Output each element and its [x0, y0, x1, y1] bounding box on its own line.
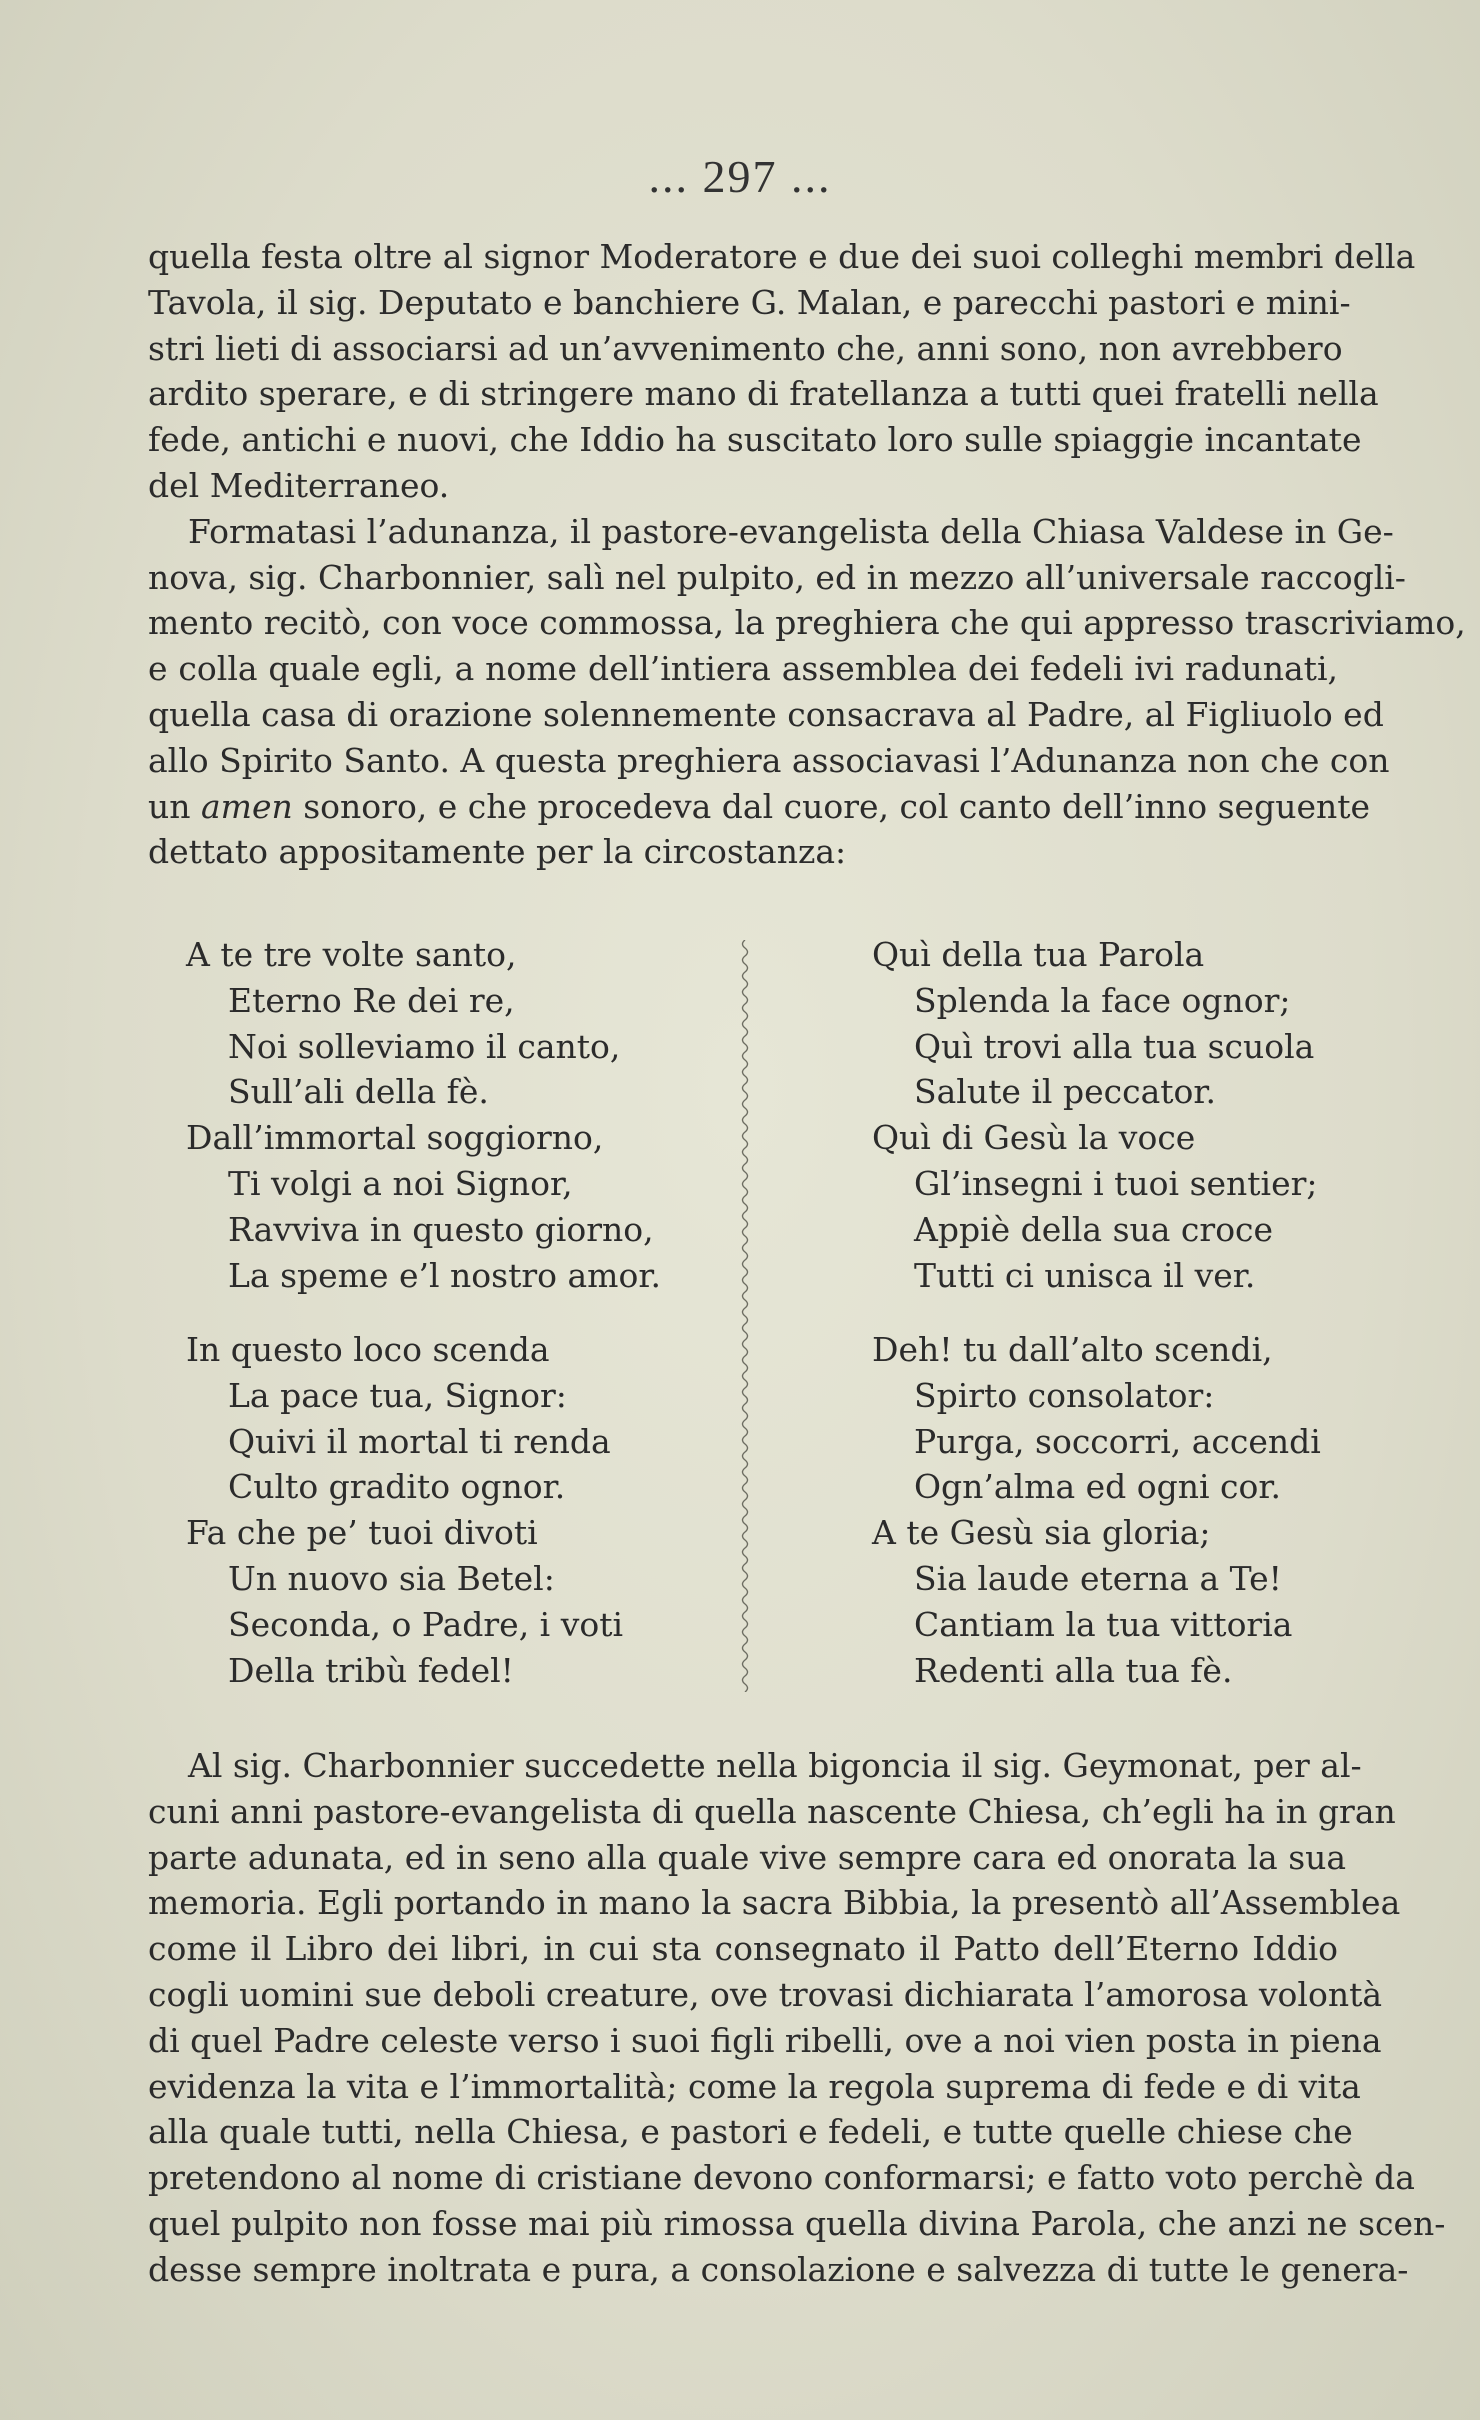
poem-line: Un nuovo sia Betel:: [228, 1558, 555, 1598]
poem-left-stanza-1: [186, 932, 661, 1298]
poem-line: Salute il peccator.: [914, 1072, 1217, 1112]
poem-line: Splenda la face ognor;: [914, 980, 1291, 1020]
poem-line: Gl’insegni i tuoi sentier;: [914, 1163, 1318, 1203]
text-line: e colla quale egli, a nome dell’intiera assemblea dei fedeli ivi radunati,: [148, 649, 1338, 689]
poem-line: Seconda, o Padre, i voti: [228, 1604, 624, 1644]
text-line: Al sig. Charbonnier succedette nella bigoncia il sig. Geymonat, per al-: [188, 1746, 1362, 1785]
poem-line: Noi solleviamo il canto,: [228, 1026, 621, 1066]
poem-line: Dall’immortal soggiorno,: [186, 1118, 604, 1158]
poem-right-stanza-1: [872, 932, 1318, 1298]
poem-line: Della tribù fedel!: [228, 1650, 514, 1690]
text-line: nova, sig. Charbonnier, salì nel pulpito, ed in mezzo all’universale raccogli-: [148, 557, 1406, 597]
text-fragment: sonoro, e che procedeva dal cuore, col canto dell’inno seguente: [292, 786, 1371, 826]
text-line: allo Spirito Santo. A questa preghiera associavasi l’Adunanza non che con: [148, 740, 1390, 780]
text-line: desse sempre inoltrata e pura, a consolazione e salvezza di tutte le genera-: [148, 2249, 1409, 2289]
poem-line: Spirto consolator:: [914, 1375, 1215, 1415]
page-number: ... 297 ...: [648, 151, 832, 202]
poem-left-stanza-2: [186, 1327, 623, 1693]
text-line: fede, antichi e nuovi, che Iddio ha suscitato loro sulle spiaggie incantate: [148, 420, 1362, 460]
text-line: di quel Padre celeste verso i suoi figli ribelli, ove a noi vien posta in piena: [148, 2020, 1382, 2060]
poem-line: Quivi il mortal ti renda: [228, 1421, 611, 1461]
poem-right-stanza-2: [872, 1327, 1321, 1693]
poem-line: Quì di Gesù la voce: [872, 1118, 1196, 1158]
poem-line: Appiè della sua croce: [914, 1209, 1274, 1249]
poem-line: Fa che pe’ tuoi divoti: [186, 1513, 538, 1553]
poem-line: Cantiam la tua vittoria: [914, 1604, 1293, 1644]
wavy-divider-ornament: [738, 940, 752, 1692]
text-line: quella casa di orazione solennemente consacrava al Padre, al Figliuolo ed: [148, 694, 1384, 734]
text-line: Tavola, il sig. Deputato e banchiere G. Malan, e parecchi pastori e mini-: [148, 282, 1351, 322]
text-line: stri lieti di associarsi ad un’avvenimento che, anni sono, non avrebbero: [148, 328, 1343, 368]
poem-line: Tutti ci unisca il ver.: [914, 1255, 1256, 1295]
poem-line: La speme e’l nostro amor.: [228, 1255, 661, 1295]
text-line: mento recitò, con voce commossa, la preghiera che qui appresso trascriviamo,: [148, 603, 1466, 643]
poem-line: A te Gesù sia gloria;: [872, 1513, 1211, 1553]
poem-line: Ogn’alma ed ogni cor.: [914, 1467, 1282, 1507]
poem-line: Quì della tua Parola: [872, 935, 1205, 974]
text-line: alla quale tutti, nella Chiesa, e pastori e fedeli, e tutte quelle chiese che: [148, 2112, 1353, 2152]
poem-line: Quì trovi alla tua scuola: [914, 1026, 1315, 1066]
text-line: cogli uomini sue deboli creature, ove trovasi dichiarata l’amorosa volontà: [148, 1974, 1383, 2014]
text-line: quella festa oltre al signor Moderatore e due dei suoi colleghi membri della: [148, 237, 1416, 276]
poem-line: Sia laude eterna a Te!: [914, 1558, 1282, 1598]
poem-line: Sull’ali della fè.: [228, 1072, 489, 1112]
text-line: evidenza la vita e l’immortalità; come la regola suprema di fede e di vita: [148, 2066, 1361, 2106]
text-line: ardito sperare, e di stringere mano di fratellanza a tutti quei fratelli nella: [148, 374, 1379, 414]
text-block-upper: [148, 234, 1466, 875]
poem-line: A te tre volte santo,: [186, 935, 517, 974]
poem-line: La pace tua, Signor:: [228, 1375, 567, 1415]
text-line: quel pulpito non fosse mai più rimossa quella divina Parola, che anzi ne scen-: [148, 2203, 1446, 2243]
poem-line: Ti volgi a noi Signor,: [228, 1163, 573, 1203]
text-line: parte adunata, ed in seno alla quale vive sempre cara ed onorata la sua: [148, 1837, 1347, 1877]
poem-line: Purga, soccorri, accendi: [914, 1421, 1321, 1461]
text-line: cuni anni pastore-evangelista di quella nascente Chiesa, ch’egli ha in gran: [148, 1791, 1396, 1831]
poem-line: Eterno Re dei re,: [228, 980, 515, 1020]
text-line: dettato appositamente per la circostanza:: [148, 832, 847, 872]
text-line: Formatasi l’adunanza, il pastore-evangelista della Chiasa Valdese in Ge-: [188, 511, 1394, 551]
text-line: come il Libro dei libri, in cui sta consegnato il Patto dell’Eterno Iddio: [148, 1929, 1338, 1969]
text-line-amen: [148, 784, 1371, 830]
poem-line: Deh! tu dall’alto scendi,: [872, 1330, 1273, 1369]
poem-line: Ravviva in questo giorno,: [228, 1209, 654, 1249]
text-block-lower: [148, 1743, 1446, 2293]
italic-amen: amen: [201, 786, 293, 826]
text-line: del Mediterraneo.: [148, 465, 450, 505]
text-line: pretendono al nome di cristiane devono conformarsi; e fatto voto perchè da: [148, 2158, 1415, 2198]
poem-line: Redenti alla tua fè.: [914, 1650, 1233, 1690]
text-line: memoria. Egli portando in mano la sacra Bibbia, la presentò all’Assemblea: [148, 1883, 1401, 1923]
poem-line: In questo loco scenda: [186, 1330, 550, 1369]
text-fragment: un: [148, 786, 201, 826]
poem-line: Culto gradito ognor.: [228, 1467, 566, 1507]
